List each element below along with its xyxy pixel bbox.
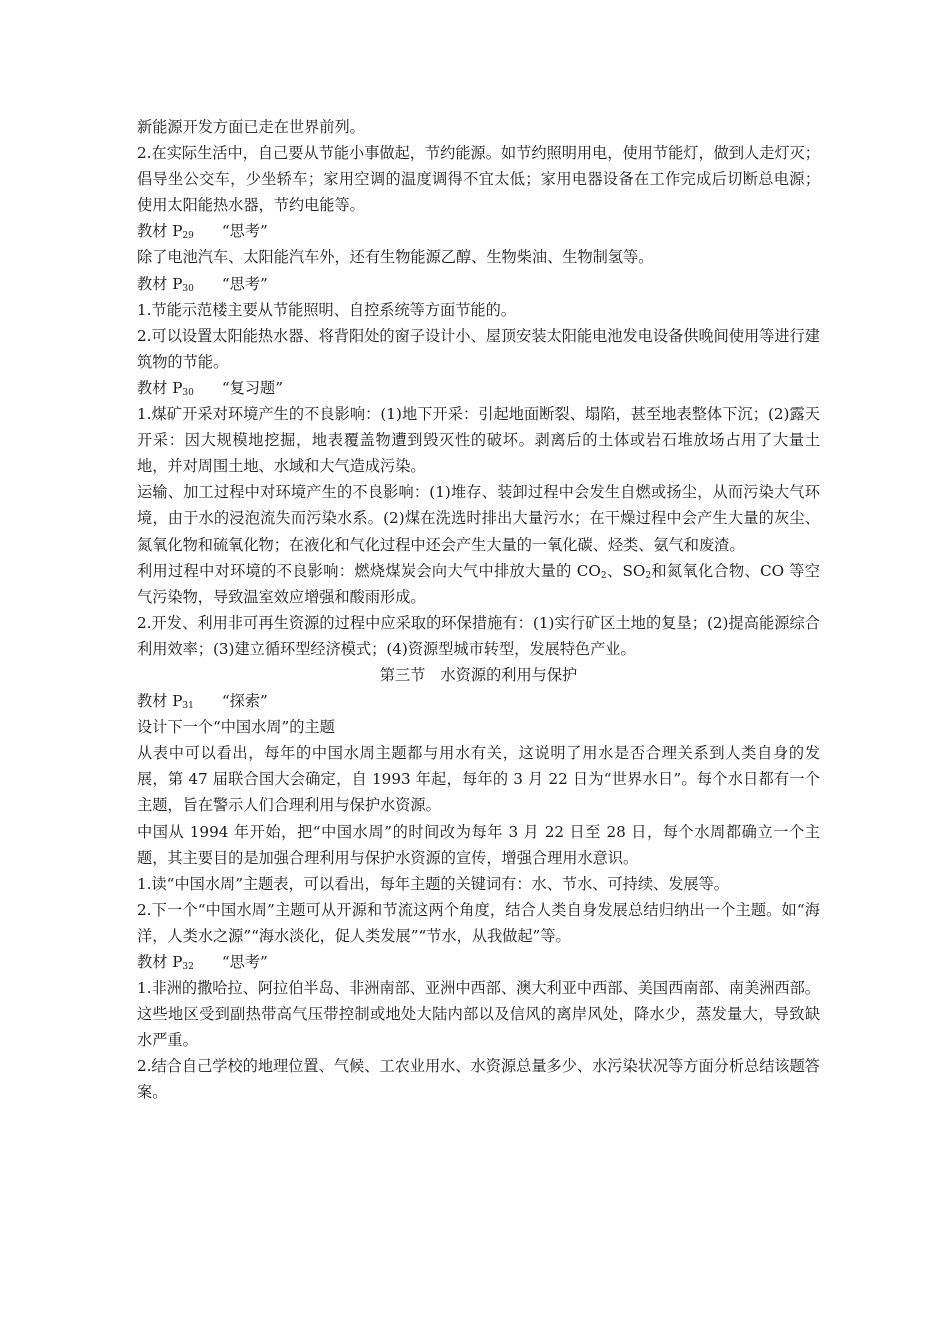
paragraph: 2.在实际生活中，自己要从节能小事做起，节约能源。如节约照明用电，使用节能灯，做到人走灯灭；倡导坐公交车，少坐轿车；家用空调的温度调得不宜太低；家用电器设备在工作完成后切断总电源；使用太阳能热水器，节约电能等。 — [137, 144, 820, 215]
paragraph: 从表中可以看出，每年的中国水周主题都与用水有关，这说明了用水是否合理关系到人类自身的发展，第 47 届联合国大会确定，自 1993 年起，每年的 3 月 22 日为“世界水日”。每个水日都有一个主题，旨在警示人们合理利用与保护水资源。 — [137, 744, 820, 815]
textbook-reference: 教材 $P_{30}$ “复习题” — [137, 378, 283, 398]
paragraph: 1.节能示范楼主要从节能照明、自控系统等方面节能的。 — [137, 300, 516, 319]
section-heading: 第三节 水资源的利用与保护 — [379, 665, 578, 684]
paragraph: 除了电池汽车、太阳能汽车外，还有生物能源乙醇、生物柴油、生物制氢等。 — [137, 248, 654, 267]
textbook-reference: 教材 $P_{29}$ “思考” — [137, 222, 268, 242]
paragraph: 1.读“中国水周”主题表，可以看出，每年主题的关键词有：水、节水、可持续、发展等。 — [137, 874, 729, 893]
paragraph: 1.非洲的撒哈拉、阿拉伯半岛、非洲南部、亚洲中西部、澳大利亚中西部、美国西南部、南美洲西部。这些地区受到副热带高气压带控制或地处大陆内部以及信风的离岸风处，降水少，蒸发量大，导致缺水严重。 — [137, 979, 820, 1050]
textbook-reference: 教材 $P_{30}$ “思考” — [137, 274, 268, 294]
paragraph: 2.下一个“中国水周”主题可从开源和节流这两个角度，结合人类自身发展总结归纳出一个主题。如“海洋，人类水之源”“海水淡化，促人类发展”“节水，从我做起”等。 — [137, 900, 820, 945]
textbook-reference: 教材 $P_{32}$ “思考” — [137, 953, 268, 972]
paragraph: 1.煤矿开采对环境产生的不良影响：(1)地下开采：引起地面断裂、塌陷，甚至地表整体下沉；(2)露天开采：因大规模地挖掘，地表覆盖物遭到毁灭性的破坏。剥离后的土体或岩石堆放场占用了大量土地，并对周围土地、水域和大气造成污染。 — [137, 405, 820, 476]
paragraph: 2.可以设置太阳能热水器、将背阳处的窗子设计小、屋顶安装太阳能电池发电设备供晚间使用等进行建筑物的节能。 — [137, 326, 820, 371]
paragraph: 运输、加工过程中对环境产生的不良影响：(1)堆存、装卸过程中会发生自燃或扬尘，从而污染大气环境，由于水的浸泡流失而污染水系。(2)煤在洗选时排出大量污水；在干燥过程中会产生大量的灰尘、氮氧化物和硫氧化物；在液化和气化过程中还会产生大量的一氧化碳、烃类、氨气和废渣。 — [137, 483, 820, 554]
textbook-reference: 教材 $P_{31}$ “探索” — [137, 692, 268, 712]
paragraph: 设计下一个“中国水周”的主题 — [137, 718, 335, 737]
paragraph: 中国从 1994 年开始，把“中国水周”的时间改为每年 3 月 22 日至 28 日，每个水周都确立一个主题，其主要目的是加强合理利用与保护水资源的宣传，增强合理用水意识。 — [137, 822, 820, 867]
paragraph: 2.开发、利用非可再生资源的过程中应采取的环保措施有：(1)实行矿区土地的复垦；(2)提高能源综合利用效率；(3)建立循环型经济模式；(4)资源型城市转型，发展特色产业。 — [137, 613, 820, 658]
paragraph: 新能源开发方面已走在世界前列。 — [137, 118, 365, 136]
paragraph: 2.结合自己学校的地理位置、气候、工农业用水、水资源总量多少、水污染状况等方面分析总结该题答案。 — [137, 1057, 820, 1102]
paragraph-chemistry: 利用过程中对环境的不良影响：燃烧煤炭会向大气中排放大量的 $CO_2$、$SO_2$和氮氧化合物、CO 等空气污染物，导致温室效应增强和酸雨形成。 — [137, 561, 820, 606]
